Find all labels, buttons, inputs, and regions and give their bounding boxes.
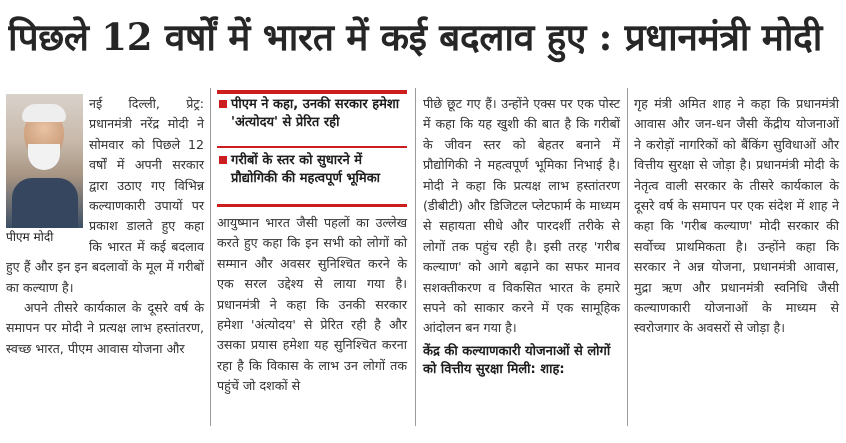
pull-quote-item: गरीबों के स्तर को सुधारने में प्रौद्योगिकी की महत्वपूर्ण भूमिका xyxy=(231,153,381,186)
column-divider xyxy=(210,88,211,426)
headline: पिछले 12 वर्षों में भारत में कई बदलाव हुए : प्रधानमंत्री मोदी xyxy=(8,15,823,59)
pm-photo xyxy=(6,94,83,246)
article-column-4 xyxy=(634,94,839,339)
column-divider xyxy=(415,88,416,426)
paragraph: गृह मंत्री अमित शाह ने कहा कि प्रधानमंत्री आवास और जन-धन जैसी केंद्रीय योजनाओं ने करोड़ों नागरिकों को बैंकिंग सुविधाओं और वित्तीय सुरक्षा से जोड़ा है। प्रधानमंत्री मोदी के नेतृत्व वाली सरकार के तीसरे कार्यकाल के दूसरे वर्ष के समापन पर एक संदेश में शाह ने कहा कि 'गरीब कल्याण' मोदी सरकार की सर्वोच्च प्राथमिकता है। उन्होंने कहा कि सरकार ने अन्न योजना, प्रधानमंत्री आवास, मुद्रा ऋण और प्रधानमंत्री स्वनिधि जैसी कल्याणकारी योजनाओं के माध्यम से स्वरोजगार के अवसरों से जोड़ा है। xyxy=(634,96,839,336)
article-column-1 xyxy=(6,94,204,359)
paragraph: पीछे छूट गए हैं। उन्होंने एक्स पर एक पोस्ट में कहा कि यह खुशी की बात है कि गरीबों के जीवन स्तर को बेहतर बनाने में प्रौद्योगिकी ने महत्वपूर्ण भूमिका निभाई है। मोदी ने कहा कि प्रत्यक्ष लाभ हस्तांतरण (डीबीटी) और डिजिटल प्लेटफार्म के माध्यम से सहायता सीधे और पारदर्शी तरीके से लोगों तक पहुंच रही है। इसी तरह 'गरीब कल्याण' को आगे बढ़ाने का सफर मानव सशक्तीकरण व विकसित भारत के हमारे सपने को साकार करने में एक सामूहिक आंदोलन बन गया है। xyxy=(423,96,620,336)
photo-caption: पीएम मोदी xyxy=(6,230,54,244)
subheading: केंद्र की कल्याणकारी योजनाओं से लोगों को वित्तीय सुरक्षा मिली: शाह: xyxy=(423,343,611,377)
paragraph: आयुष्मान भारत जैसी पहलों का उल्लेख करते हुए कहा कि इन सभी को लोगों को सम्मान और अवसर सुनिश्चित करने के एक सरल उद्देश्य से लाया गया है। प्रधानमंत्री ने कहा कि उनकी सरकार हमेशा 'अंत्योदय' से प्रेरित रही है और उसका प्रयास हमेशा यह सुनिश्चित करना रहा है कि विकास के लाभ उन लोगों तक पहुंचें जो दशकों से xyxy=(217,215,407,394)
article-column-3 xyxy=(423,94,620,379)
article-column-2 xyxy=(217,213,407,397)
pull-quote-item: पीएम ने कहा, उनकी सरकार हमेशा 'अंत्योदय' से प्रेरित रही xyxy=(231,97,400,130)
pull-quote-box xyxy=(217,90,407,208)
column-divider xyxy=(627,88,628,426)
paragraph: अपने तीसरे कार्यकाल के दूसरे वर्ष के समापन पर मोदी ने प्रत्यक्ष लाभ हस्तांतरण, स्वच्छ भारत, पीएम आवास योजना और xyxy=(6,300,204,356)
paragraph: नई दिल्ली, प्रेट्र: प्रधानमंत्री नरेंद्र मोदी ने सोमवार को पिछले 12 वर्षों में अपनी सरकार द्वारा उठाए गए विभिन्न कल्याणकारी उपायों पर प्रकाश डालते हुए कहा कि भारत में कई बदलाव हुए हैं और इन इन बदलावों के मूल में गरीबों का कल्याण है। xyxy=(6,96,204,295)
